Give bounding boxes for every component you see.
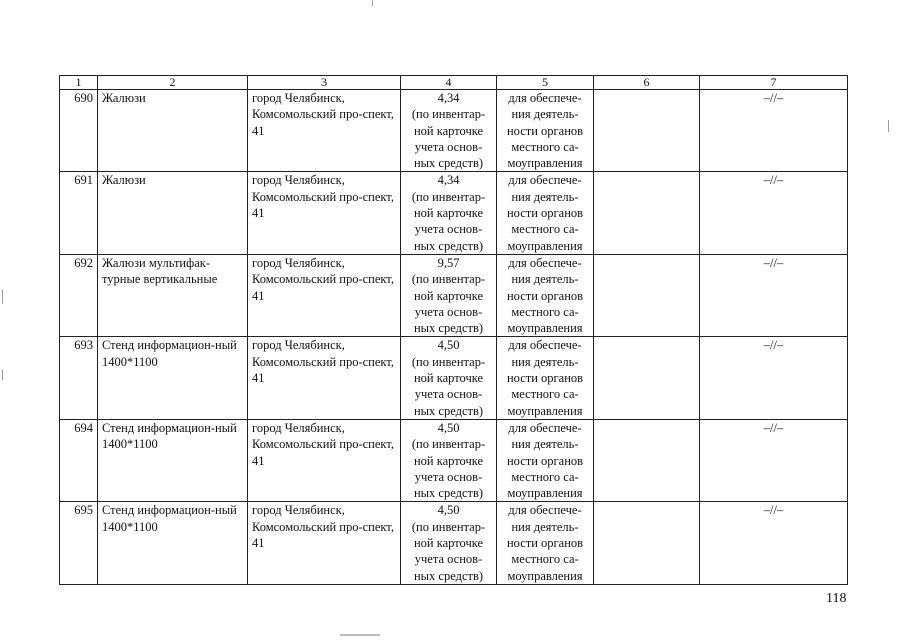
item-name-cell: Стенд информацион-ный 1400*1100 [98,337,248,419]
scan-artifact [372,0,373,6]
column-6-cell [594,502,700,584]
row-number-cell: 692 [60,254,98,336]
item-name-cell: Стенд информацион-ный 1400*1100 [98,502,248,584]
column-7-cell: –//– [700,502,848,584]
item-name-cell: Жалюзи [98,90,248,172]
column-6-cell [594,337,700,419]
row-number-cell: 691 [60,172,98,254]
column-header: 7 [700,76,848,90]
value-cell: 4,50 (по инвентар-ной карточке учета основ-ных средств) [401,502,497,584]
column-6-cell [594,90,700,172]
address-cell: город Челябинск, Комсомольский про-спект, 41 [248,254,401,336]
row-number-cell: 694 [60,419,98,501]
column-header: 1 [60,76,98,90]
item-name-cell: Стенд информацион-ный 1400*1100 [98,419,248,501]
table-row [60,502,848,584]
purpose-cell: для обеспече-ния деятель-ности органов местного са-моуправления [497,502,594,584]
column-header: 5 [497,76,594,90]
item-name-cell: Жалюзи мультифак-турные вертикальные [98,254,248,336]
value-cell: 4,50 (по инвентар-ной карточке учета основ-ных средств) [401,337,497,419]
column-7-cell: –//– [700,172,848,254]
table-row [60,172,848,254]
address-cell: город Челябинск, Комсомольский про-спект, 41 [248,172,401,254]
address-cell: город Челябинск, Комсомольский про-спект, 41 [248,337,401,419]
column-6-cell [594,254,700,336]
column-header: 3 [248,76,401,90]
value-cell: 4,34 (по инвентар-ной карточке учета основ-ных средств) [401,90,497,172]
row-number-cell: 690 [60,90,98,172]
purpose-cell: для обеспече-ния деятель-ности органов местного са-моуправления [497,337,594,419]
column-header: 6 [594,76,700,90]
column-header: 4 [401,76,497,90]
table-row [60,90,848,172]
address-cell: город Челябинск, Комсомольский про-спект, 41 [248,502,401,584]
value-cell: 4,50 (по инвентар-ной карточке учета основ-ных средств) [401,419,497,501]
column-7-cell: –//– [700,254,848,336]
table-header-row [60,76,848,90]
column-6-cell [594,419,700,501]
column-6-cell [594,172,700,254]
table-row [60,337,848,419]
value-cell: 4,34 (по инвентар-ной карточке учета основ-ных средств) [401,172,497,254]
item-name-cell: Жалюзи [98,172,248,254]
purpose-cell: для обеспече-ния деятель-ности органов местного са-моуправления [497,172,594,254]
table-row [60,419,848,501]
address-cell: город Челябинск, Комсомольский про-спект, 41 [248,419,401,501]
column-7-cell: –//– [700,419,848,501]
address-cell: город Челябинск, Комсомольский про-спект, 41 [248,90,401,172]
purpose-cell: для обеспече-ния деятель-ности органов местного са-моуправления [497,254,594,336]
row-number-cell: 695 [60,502,98,584]
scan-artifact [2,370,3,380]
row-number-cell: 693 [60,337,98,419]
value-cell: 9,57 (по инвентар-ной карточке учета основ-ных средств) [401,254,497,336]
column-header: 2 [98,76,248,90]
scan-artifact [2,290,3,304]
page-number: 118 [826,591,847,606]
table-row [60,254,848,336]
scan-artifact [888,120,889,132]
purpose-cell: для обеспече-ния деятель-ности органов местного са-моуправления [497,419,594,501]
property-table [59,75,848,585]
column-7-cell: –//– [700,337,848,419]
column-7-cell: –//– [700,90,848,172]
purpose-cell: для обеспече-ния деятель-ности органов местного са-моуправления [497,90,594,172]
scan-artifact [340,634,380,636]
